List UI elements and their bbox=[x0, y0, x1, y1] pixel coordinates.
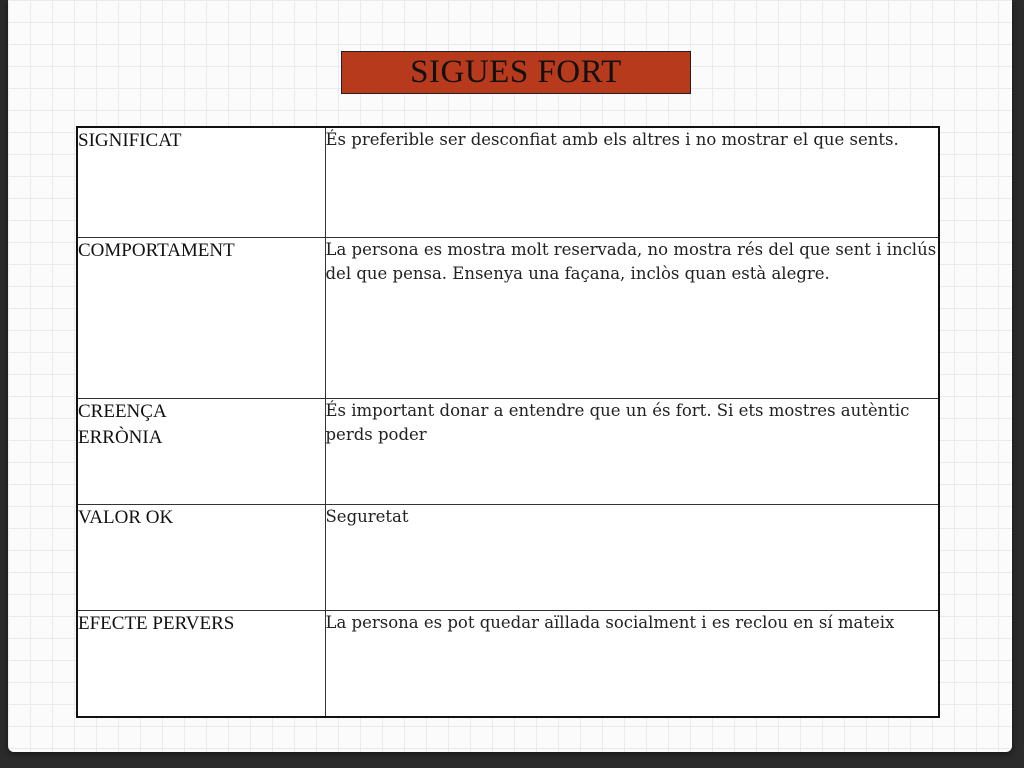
row-description: És preferible ser desconfiat amb els altres i no mostrar el que sents. bbox=[325, 127, 939, 237]
row-description: Seguretat bbox=[325, 504, 939, 610]
table-row-valor-ok bbox=[77, 504, 939, 610]
row-label: COMPORTAMENT bbox=[77, 237, 325, 398]
info-table bbox=[76, 126, 940, 718]
row-description: La persona es mostra molt reservada, no mostra rés del que sent i inclús del que pensa. Ensenya una façana, inclòs quan està alegre. bbox=[325, 237, 939, 398]
row-description: La persona es pot quedar aïllada socialment i es reclou en sí mateix bbox=[325, 610, 939, 717]
table-row-comportament bbox=[77, 237, 939, 398]
row-description: És important donar a entendre que un és fort. Si ets mostres autèntic perds poder bbox=[325, 398, 939, 504]
row-label: EFECTE PERVERS bbox=[77, 610, 325, 717]
row-label: SIGNIFICAT bbox=[77, 127, 325, 237]
table-row-significat bbox=[77, 127, 939, 237]
slide-title: SIGUES FORT bbox=[341, 51, 691, 94]
row-label: VALOR OK bbox=[77, 504, 325, 610]
row-label: CREENÇA ERRÒNIA bbox=[77, 398, 325, 504]
table-row-efecte-pervers bbox=[77, 610, 939, 717]
table-row-creenca-erronia bbox=[77, 398, 939, 504]
